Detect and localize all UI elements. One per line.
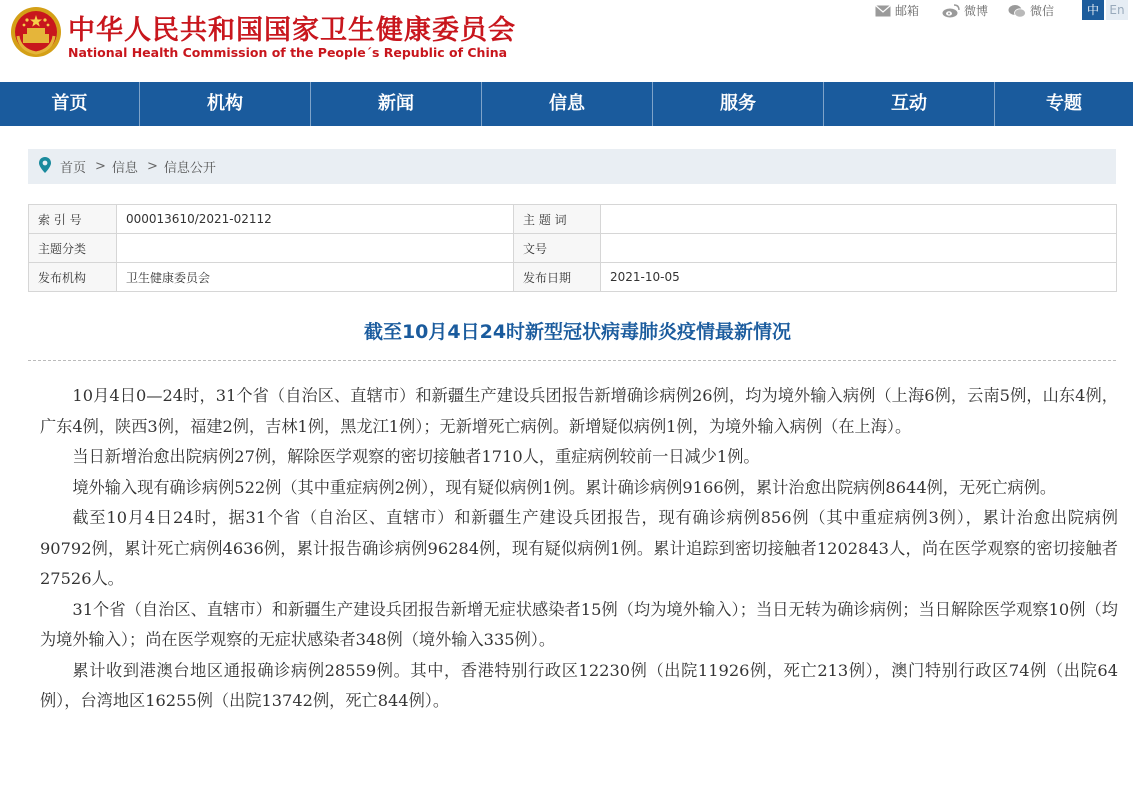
document-info-table bbox=[28, 204, 1117, 292]
publish-date-value: 2021-10-05 bbox=[601, 263, 1117, 292]
article-paragraph: 境外输入现有确诊病例522例（其中重症病例2例），现有疑似病例1例。累计确诊病例9166例，累计治愈出院病例8644例，无死亡病例。 bbox=[72, 477, 1057, 497]
site-header bbox=[0, 0, 1133, 82]
nav-item-topics[interactable]: 专题 bbox=[1046, 93, 1082, 114]
document-number-value bbox=[601, 234, 1117, 263]
article-paragraph: 截至10月4日24时，据31个省（自治区、直辖市）和新疆生产建设兵团报告，现有确诊病例856例（其中重症病例3例），累计治愈出院病例90792例，累计死亡病例4636例，累计报告确诊病例96284例，现有疑似病例1例。累计追踪到密切接触者1202843人，尚在医学观察的密切接触者27526人。 bbox=[40, 508, 1118, 588]
publisher-label: 发布机构 bbox=[29, 263, 117, 292]
nav-item-information[interactable]: 信息 bbox=[482, 82, 653, 126]
keywords-label: 主 题 词 bbox=[514, 205, 601, 234]
breadcrumb-separator: > bbox=[146, 159, 158, 174]
mail-label: 邮箱 bbox=[895, 4, 920, 18]
breadcrumb-home[interactable]: 首页 bbox=[60, 161, 87, 176]
table-row bbox=[29, 263, 1117, 292]
nav-item-organization[interactable]: 机构 bbox=[140, 82, 311, 126]
breadcrumb-information[interactable]: 信息 bbox=[111, 161, 138, 176]
national-emblem-icon[interactable] bbox=[10, 6, 62, 58]
publish-date-label: 发布日期 bbox=[514, 263, 601, 292]
article-paragraph: 累计收到港澳台地区通报确诊病例28559例。其中，香港特别行政区12230例（出院11926例，死亡213例），澳门特别行政区74例（出院64例），台湾地区16255例（出院13742例，死亡844例）。 bbox=[40, 660, 1118, 710]
mail-icon bbox=[875, 5, 891, 17]
weibo-icon bbox=[942, 4, 960, 18]
document-number-label: 文号 bbox=[514, 234, 601, 263]
site-subtitle: National Health Commission of the People´s Republic of China bbox=[68, 45, 508, 60]
title-divider bbox=[28, 360, 1116, 361]
wechat-icon bbox=[1008, 4, 1026, 18]
nav-item-home[interactable]: 首页 bbox=[0, 82, 140, 126]
nav-item-interaction[interactable]: 互动 bbox=[824, 82, 995, 126]
category-label: 主题分类 bbox=[29, 234, 117, 263]
breadcrumb bbox=[28, 149, 1116, 184]
article-paragraph: 10月4日0—24时，31个省（自治区、直辖市）和新疆生产建设兵团报告新增确诊病例26例，均为境外输入病例（上海6例，云南5例，山东4例，广东4例，陕西3例，福建2例，吉林1例，黑龙江1例）；无新增死亡病例。新增疑似病例1例，为境外输入病例（在上海）。 bbox=[40, 386, 1118, 436]
weibo-link[interactable] bbox=[942, 2, 988, 19]
site-title[interactable]: 中华人民共和国国家卫生健康委员会 bbox=[68, 15, 516, 46]
breadcrumb-info-disclosure[interactable]: 信息公开 bbox=[163, 161, 216, 176]
keywords-value bbox=[601, 205, 1117, 234]
wechat-link[interactable] bbox=[1008, 2, 1054, 19]
index-number-value: 000013610/2021-02112 bbox=[117, 205, 514, 234]
location-pin-icon bbox=[38, 156, 52, 178]
weibo-label: 微博 bbox=[964, 4, 989, 18]
article-paragraph: 31个省（自治区、直辖市）和新疆生产建设兵团报告新增无症状感染者15例（均为境外输入）；当日无转为确诊病例；当日解除医学观察10例（均为境外输入）；尚在医学观察的无症状感染者348例（境外输入335例）。 bbox=[40, 599, 1118, 649]
article-body bbox=[40, 381, 1118, 717]
mail-link[interactable] bbox=[875, 2, 919, 19]
article-paragraph: 当日新增治愈出院病例27例，解除医学观察的密切接触者1710人，重症病例较前一日减少1例。 bbox=[72, 447, 760, 466]
category-value bbox=[117, 234, 514, 263]
index-number-label: 索 引 号 bbox=[29, 205, 117, 234]
publisher-value: 卫生健康委员会 bbox=[117, 263, 514, 292]
article-title: 截至10月4日24时新型冠状病毒肺炎疫情最新情况 bbox=[363, 321, 792, 343]
main-nav bbox=[0, 82, 1133, 126]
table-row bbox=[29, 205, 1117, 234]
nav-item-news[interactable]: 新闻 bbox=[311, 82, 482, 126]
breadcrumb-separator: > bbox=[95, 159, 106, 174]
wechat-label: 微信 bbox=[1030, 4, 1055, 18]
nav-item-services[interactable]: 服务 bbox=[653, 82, 824, 126]
lang-zh-button[interactable]: 中 bbox=[1082, 0, 1104, 20]
table-row bbox=[29, 234, 1117, 263]
lang-en-button[interactable]: En bbox=[1106, 0, 1128, 20]
